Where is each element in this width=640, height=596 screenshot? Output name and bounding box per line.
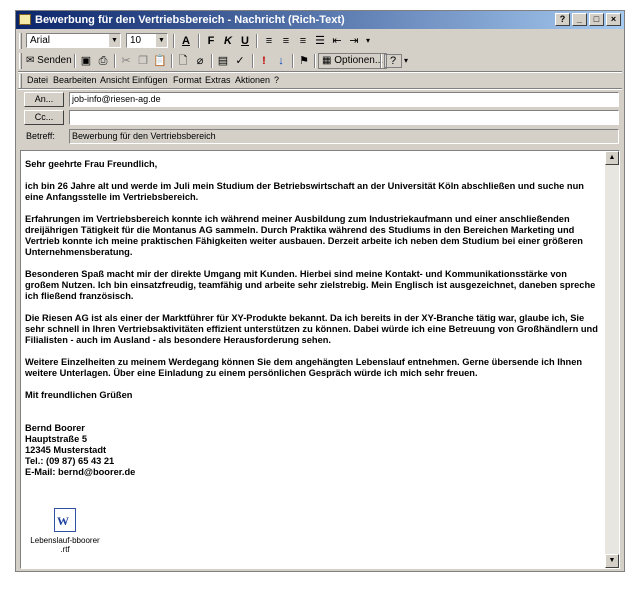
help-button[interactable]: ? [555,13,570,26]
flag-icon[interactable]: ⚑ [299,55,309,67]
options-icon: ▦ [322,55,332,66]
print-icon[interactable]: ⎙ [98,55,108,67]
font-color-icon[interactable]: A [182,35,190,47]
check-names-icon[interactable]: ✓ [235,55,245,67]
toolbar-grip[interactable] [19,33,22,49]
chevron-down-icon: ▼ [156,34,167,47]
cut-icon[interactable]: ✂ [121,55,131,67]
paragraph: Weitere Einzelheiten zu meinem Werdegang können Sie dem angehängten Lebenslauf entnehmen. Gerne übersende ich Ihnen weitere Unterlagen. Über eine Einladung zu einem persönlichen Gespräch würde ich mich sehr freuen. [25,357,583,378]
attachment[interactable] [25,508,105,554]
save-icon[interactable]: ▣ [80,55,92,67]
decrease-indent-icon[interactable]: ⇤ [332,35,342,47]
signature-street: Hauptstraße 5 [25,434,87,444]
chevron-down-icon: ▼ [109,34,120,47]
signature-name: Bernd Boorer [25,423,85,433]
menu-insert[interactable]: Einfügen [132,75,168,85]
minimize-button[interactable]: _ [572,13,587,26]
font-size-select[interactable] [126,33,168,48]
greeting: Sehr geehrte Frau Freundlich, [25,159,158,169]
title-bar [16,11,624,29]
scroll-down-icon[interactable]: ▼ [605,554,619,568]
signature-email: E-Mail: bernd@boorer.de [25,467,136,477]
insert-file-icon[interactable]: 🗋 [178,55,188,67]
menu-file[interactable]: Datei [27,75,49,85]
attachment-name: Lebenslauf-bboorer [30,536,100,545]
paste-icon[interactable]: 📋 [153,55,167,67]
increase-indent-icon[interactable]: ⇥ [349,35,359,47]
send-label: Senden [37,55,72,66]
closing: Mit freundlichen Grüßen [25,390,133,400]
maximize-button[interactable]: □ [589,13,604,26]
underline-button[interactable]: U [241,35,249,47]
toolbar-grip[interactable] [19,53,22,69]
toolbar-grip[interactable] [19,74,22,88]
align-right-icon[interactable]: ≡ [299,35,307,47]
menu-edit[interactable]: Bearbeiten [53,75,97,85]
scroll-up-icon[interactable]: ▲ [605,151,619,165]
toolbar-overflow-icon[interactable]: ▾ [365,36,370,45]
signature-city: 12345 Musterstadt [25,445,107,455]
attachment-extension: .rtf [60,545,70,554]
italic-button[interactable]: K [224,35,232,47]
close-button[interactable]: × [606,13,621,26]
align-left-icon[interactable]: ≡ [265,35,273,47]
message-window [15,10,625,572]
standard-toolbar [18,51,622,71]
font-value: Arial [30,35,51,46]
address-book-icon[interactable]: ▤ [217,55,229,67]
copy-icon[interactable]: ❐ [138,55,148,67]
cc-button[interactable]: Cc... [24,110,64,125]
bold-button[interactable]: F [207,35,215,47]
paragraph: ich bin 26 Jahre alt und werde im Juli mein Studium der Betriebswirtschaft an der Universität Köln abschließen und suche nun eine Anfangsstelle im Vertriebsbereich. [25,181,584,202]
menu-format[interactable]: Format [173,75,202,85]
high-importance-icon[interactable]: ! [262,55,266,67]
toolbar-overflow-icon[interactable]: ▾ [403,56,408,65]
menu-help[interactable]: ? [274,75,280,85]
bullets-icon[interactable]: ☰ [315,35,325,47]
paragraph: Die Riesen AG ist als einer der Marktführer für XY-Produkte bekannt. Da ich bereits in der XY-Branche tätig war, glaube ich, Sie sehr schnell in Ihren Vertriebsaktivitäten effizient unterstützen zu können. Dabei würde ich eine Betreuung von Großhändlern und Filialisten - auch im Ausland - als besondere Herausforderung sehen. [25,313,598,345]
paragraph: Erfahrungen im Vertriebsbereich konnte ich während meiner Ausbildung zum Industriekaufmann und einer anschließenden dreijährigen Tätigkeit für die Montanus AG sammeln. Durch Praktika während des Studiums in den Bereichen Marketing und Vertrieb konnte ich meine praktischen Fähigkeiten weiter ausbauen. Derzeit arbeite ich neben dem Studium bei einer größeren Unternehmensberatung. [25,214,583,257]
subject-field[interactable]: Bewerbung für den Vertriebsbereich [69,129,619,144]
message-body[interactable] [20,150,620,569]
font-size-value: 10 [130,35,142,46]
send-icon: ✉ [26,55,35,66]
options-button[interactable] [318,53,387,69]
font-select[interactable] [26,33,121,48]
menu-actions[interactable]: Aktionen [235,75,271,85]
format-toolbar [18,31,622,51]
message-text [25,159,603,478]
send-button[interactable] [26,53,72,69]
options-label: Optionen... [334,55,384,66]
help-icon[interactable]: ? [384,54,402,68]
signature-phone: Tel.: (09 87) 65 43 21 [25,456,115,466]
paragraph: Besonderen Spaß macht mir der direkte Umgang mit Kunden. Hierbei sind meine Kontakt- und Kommunikationsstärke von großem Nutzen. Ich bin einsatzfreudig, teamfähig und arbeite sehr zielstrebig. Mein Englisch ist ausgezeichnet, daneben spreche ich fließend französisch. [25,269,596,301]
vertical-scrollbar[interactable] [605,151,619,568]
window-title: Bewerbung für den Vertriebsbereich - Nachricht (Rich-Text) [35,14,345,26]
menu-bar [18,72,622,89]
word-document-icon: W [54,508,76,532]
align-center-icon[interactable]: ≡ [282,35,290,47]
low-importance-icon[interactable]: ↓ [278,55,284,67]
menu-view[interactable]: Ansicht [100,75,130,85]
envelope-icon [19,14,31,25]
to-field[interactable]: job-info@riesen-ag.de [69,92,619,107]
subject-label: Betreff: [26,131,55,141]
menu-tools[interactable]: Extras [205,75,231,85]
cc-field[interactable] [69,110,619,125]
to-button[interactable]: An... [24,92,64,107]
attach-icon[interactable]: ⌀ [196,55,204,67]
